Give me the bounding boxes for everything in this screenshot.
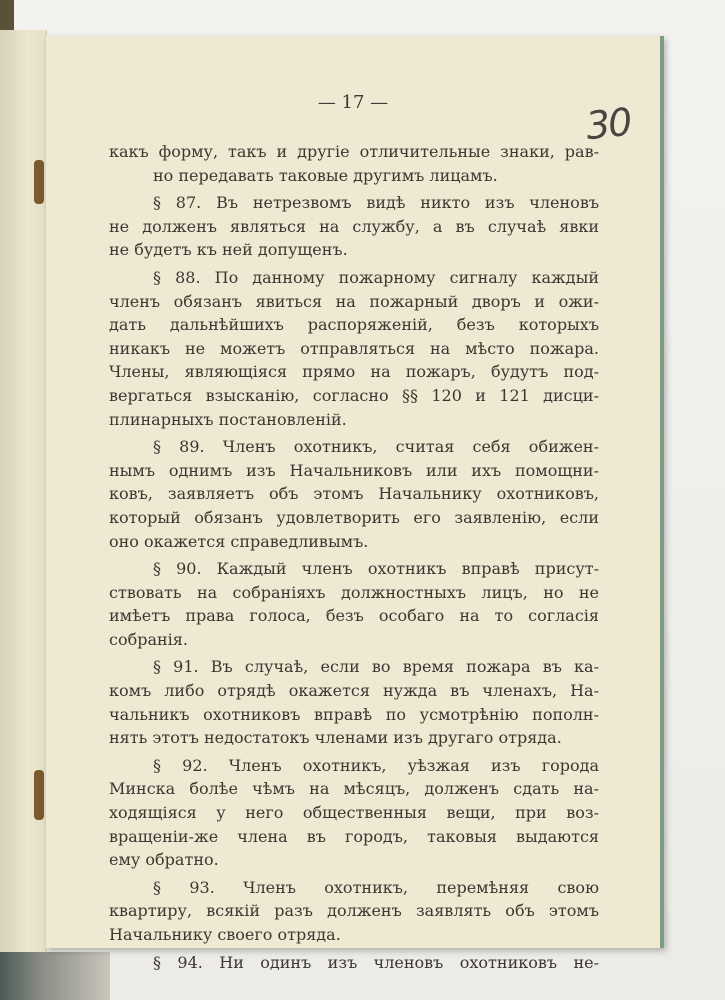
text-line: какъ форму, такъ и другіе отличительные знаки, рав- <box>109 142 599 161</box>
text-line: § 92. Членъ охотникъ, уѣзжая изъ города <box>153 755 599 775</box>
text-line: имѣетъ права голоса, безъ особаго на то согласія <box>109 606 599 626</box>
text-line: § 91. Въ случаѣ, если во время пожара въ ка- <box>153 657 599 677</box>
text-line: § 93. Членъ охотникъ, перемѣняя свою <box>153 877 599 897</box>
book-binding-corner <box>0 952 110 1000</box>
text-line: никакъ не можетъ отправляться на мѣсто пожара. <box>109 338 599 358</box>
text-line: чальникъ охотниковъ вправѣ по усмотрѣнію пополн- <box>109 704 599 724</box>
text-line: нять этотъ недостатокъ членами изъ другаго отряда. <box>109 728 562 748</box>
text-line: не долженъ являться на службу, а въ случаѣ явки <box>109 216 599 236</box>
text-line: нымъ однимъ изъ Начальниковъ или ихъ помощни- <box>109 460 599 480</box>
binding-thread <box>34 770 44 820</box>
body-text <box>109 140 599 974</box>
book-spine <box>0 0 14 30</box>
text-line: § 89. Членъ охотникъ, считая себя обижен- <box>153 437 599 457</box>
page-number: — 17 — <box>317 92 389 113</box>
text-line: но передавать таковые другимъ лицамъ. <box>153 165 498 185</box>
text-line: членъ обязанъ явиться на пожарный дворъ и ожи- <box>109 291 599 311</box>
text-line: § 90. Каждый членъ охотникъ вправѣ присут- <box>153 559 599 579</box>
text-line: не будетъ къ ней допущенъ. <box>109 240 348 260</box>
text-line: комъ либо отрядѣ окажется нужда въ членахъ, На- <box>109 681 599 701</box>
text-line: вергаться взысканію, согласно §§ 120 и 121 дисци- <box>109 385 599 405</box>
text-line: вращеніи-же члена въ городъ, таковыя выдаются <box>109 826 599 846</box>
text-line: ствовать на собраніяхъ должностныхъ лицъ, но не <box>109 582 599 602</box>
text-line: квартиру, всякій разъ долженъ заявлять объ этомъ <box>109 901 599 921</box>
text-line: Минска болѣе чѣмъ на мѣсяцъ, долженъ сдать на- <box>109 779 599 799</box>
text-line: § 88. По данному пожарному сигналу каждый <box>153 267 599 287</box>
text-line: ходящіяся у него общественныя вещи, при воз- <box>109 803 599 823</box>
text-line: ковъ, заявляетъ объ этомъ Начальнику охотниковъ, <box>109 484 599 504</box>
text-line: плинарныхъ постановленій. <box>109 409 347 429</box>
handwritten-folio-number: 30 <box>583 99 633 149</box>
text-line: Начальнику своего отряда. <box>109 925 341 944</box>
text-line: оно окажется справедливымъ. <box>109 531 369 551</box>
text-line: дать дальнѣйшихъ распоряженій, безъ которыхъ <box>109 315 599 335</box>
text-line: собранія. <box>109 629 188 649</box>
text-line: § 87. Въ нетрезвомъ видѣ никто изъ членовъ <box>153 193 599 213</box>
binding-thread <box>34 160 44 204</box>
text-line: ему обратно. <box>109 850 219 870</box>
text-line: который обязанъ удовлетворить его заявленію, если <box>109 507 599 527</box>
text-line: Члены, являющіяся прямо на пожаръ, будутъ под- <box>109 362 599 382</box>
text-line: § 94. Ни одинъ изъ членовъ охотниковъ не- <box>153 952 599 972</box>
